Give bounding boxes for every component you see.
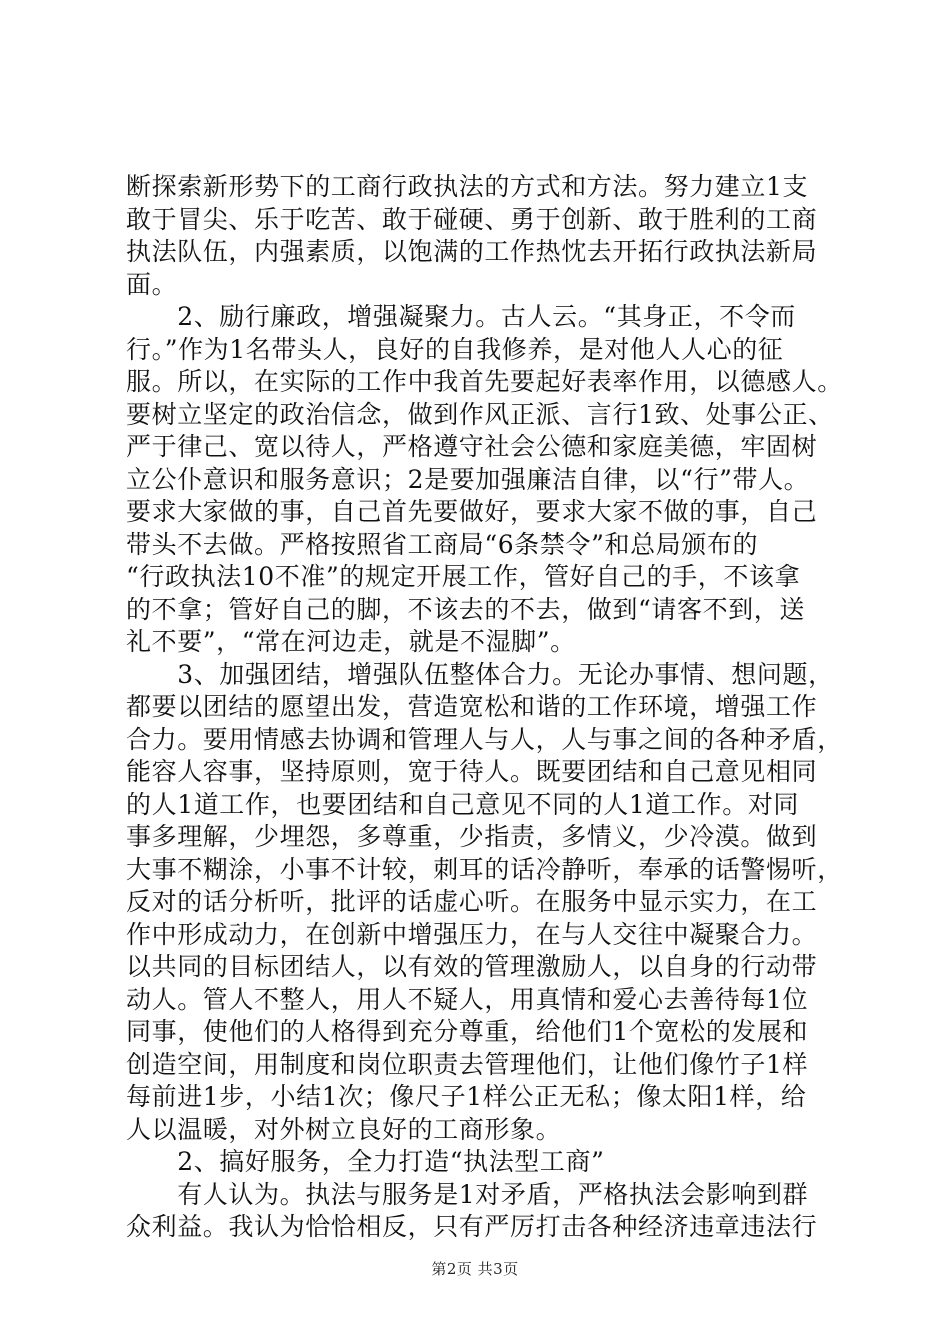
text-line: “行政执法10不准”的规定开展工作，管好自己的手，不该拿	[126, 562, 801, 591]
text-line: 事多理解，少埋怨，多尊重，少指责，多情义，少冷漠。做到	[126, 822, 818, 851]
text-line: 人以温暖，对外树立良好的工商形象。	[126, 1114, 562, 1144]
text-line: 都要以团结的愿望出发，营造宽松和谐的工作环境，增强工作	[126, 692, 818, 721]
text-line: 礼不要”，“常在河边走，就是不湿脚”。	[126, 627, 576, 656]
text-line: 带头不去做。严格按照省工商局“6条禁令”和总局颁布的	[126, 529, 759, 559]
paragraph-start-line: 有人认为。执法与服务是1对矛盾，严格执法会影响到群	[126, 1179, 809, 1209]
text-line: 要求大家做的事，自己首先要做好，要求大家不做的事，自己	[126, 497, 818, 526]
text-line: 众利益。我认为恰恰相反，只有严厉打击各种经济违章违法行	[126, 1212, 818, 1241]
text-line: 能容人容事，坚持原则，宽于待人。既要团结和自己意见相同	[126, 757, 818, 786]
paragraph-start-line: 3、加强团结，增强队伍整体合力。无论办事情、想问题，	[126, 659, 834, 689]
text-line: 要树立坚定的政治信念，做到作风正派、言行1致、处事公正、	[126, 399, 834, 429]
text-line: 合力。要用情感去协调和管理人与人，人与事之间的各种矛盾，	[126, 724, 843, 754]
paragraph-start-line: 2、励行廉政，增强凝聚力。古人云。“其身正，不令而	[126, 302, 796, 331]
text-line: 行。”作为1名带头人，良好的自我修养，是对他人人心的征	[126, 334, 784, 364]
text-line: 的不拿；管好自己的脚，不该去的不去，做到“请客不到，送	[126, 594, 805, 624]
text-line: 敢于冒尖、乐于吃苦、敢于碰硬、勇于创新、敢于胜利的工商	[126, 204, 818, 234]
text-line: 服。所以，在实际的工作中我首先要起好表率作用，以德感人。	[126, 367, 843, 396]
text-line: 每前进1步，小结1次；像尺子1样公正无私；像太阳1样，给	[126, 1082, 807, 1111]
text-line: 面。	[126, 269, 178, 299]
page-footer: 第2页 共3页	[431, 1260, 519, 1278]
section-heading: 2、搞好服务，全力打造“执法型工商”	[126, 1147, 605, 1176]
text-line: 创造空间，用制度和岗位职责去管理他们，让他们像竹子1样	[126, 1049, 809, 1079]
text-line: 以共同的目标团结人，以有效的管理激励人，以自身的行动带	[126, 952, 818, 981]
text-line: 立公仆意识和服务意识；2是要加强廉洁自律，以“行”带人。	[126, 464, 810, 494]
text-line: 大事不糊涂，小事不计较，刺耳的话冷静听，奉承的话警惕听，	[126, 854, 843, 884]
text-line: 作中形成动力，在创新中增强压力，在与人交往中凝聚合力。	[126, 919, 818, 949]
text-line: 断探索新形势下的工商行政执法的方式和方法。努力建立1支	[126, 172, 809, 201]
text-line: 的人1道工作，也要团结和自己意见不同的人1道工作。对同	[126, 789, 800, 819]
text-line: 严于律己、宽以待人，严格遵守社会公德和家庭美德，牢固树	[126, 432, 818, 461]
text-line: 动人。管人不整人，用人不疑人，用真情和爱心去善待每1位	[126, 984, 809, 1014]
text-line: 同事，使他们的人格得到充分尊重，给他们1个宽松的发展和	[126, 1017, 809, 1046]
text-line: 执法队伍，内强素质，以饱满的工作热忱去开拓行政执法新局	[126, 237, 818, 266]
text-line: 反对的话分析听，批评的话虚心听。在服务中显示实力，在工	[126, 887, 818, 916]
body-text	[126, 171, 846, 1244]
